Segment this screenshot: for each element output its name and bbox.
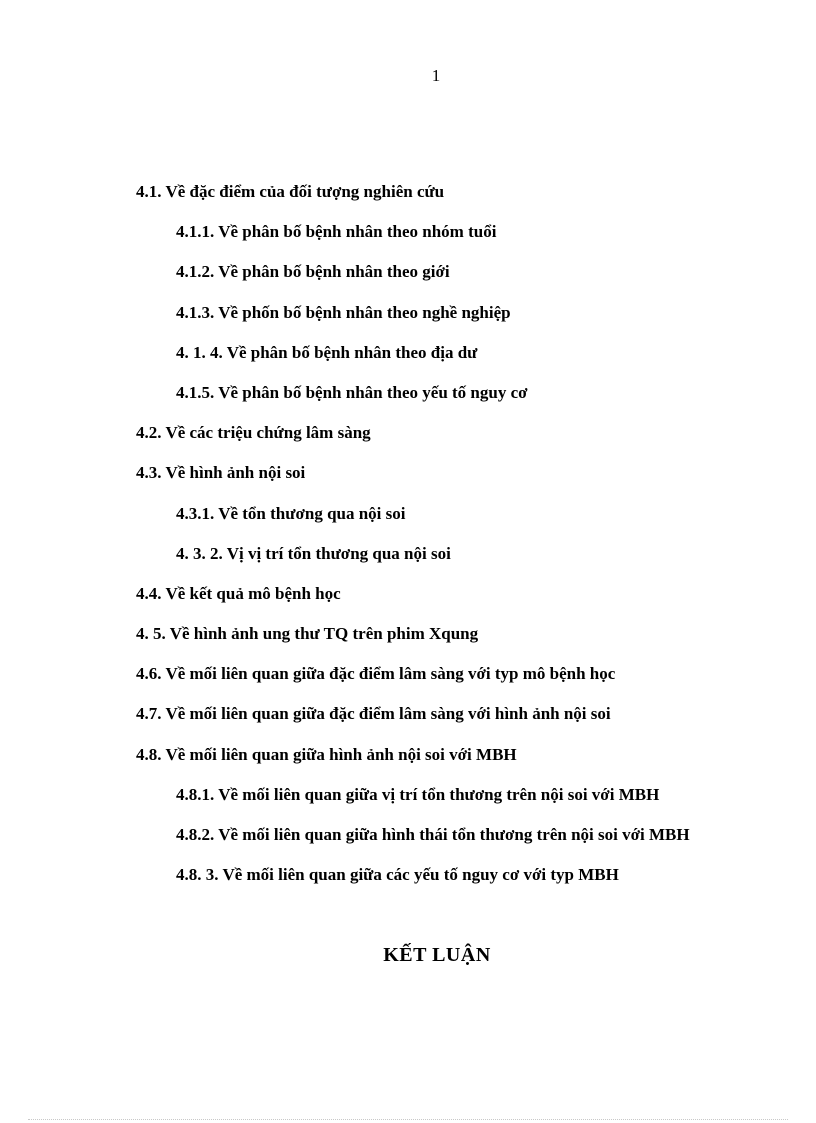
page-bottom-divider (28, 1119, 788, 1120)
toc-item-4-1-2: 4.1.2. Về phân bố bệnh nhân theo giới (176, 262, 450, 282)
toc-item-4-8: 4.8. Về mối liên quan giữa hình ảnh nội soi với MBH (136, 744, 517, 764)
toc-item-4-3-1: 4.3.1. Về tổn thương qua nội soi (176, 503, 406, 523)
toc-item-4-1-5: 4.1.5. Về phân bố bệnh nhân theo yếu tố nguy cơ (176, 382, 528, 402)
toc-item-4-1: 4.1. Về đặc điểm của đối tượng nghiên cứu (136, 182, 445, 201)
page-number: 1 (431, 66, 441, 85)
toc-item-4-3-2: 4. 3. 2. Vị vị trí tổn thương qua nội soi (176, 543, 451, 563)
toc-item-4-6: 4.6. Về mối liên quan giữa đặc điểm lâm sàng với typ mô bệnh học (136, 664, 616, 684)
toc-item-4-3: 4.3. Về hình ảnh nội soi (136, 463, 306, 483)
conclusion-heading: KẾT LUẬN (383, 944, 491, 966)
toc-item-4-5: 4. 5. Về hình ảnh ung thư TQ trên phim Xqung (136, 624, 479, 644)
toc-item-4-7: 4.7. Về mối liên quan giữa đặc điểm lâm sàng với hình ảnh nội soi (136, 704, 611, 724)
toc-item-4-2: 4.2. Về các triệu chứng lâm sàng (136, 423, 371, 443)
toc-item-4-8-1: 4.8.1. Về mối liên quan giữa vị trí tổn thương trên nội soi với MBH (176, 784, 660, 804)
toc-item-4-8-2: 4.8.2. Về mối liên quan giữa hình thái tổn thương trên nội soi với MBH (176, 825, 690, 844)
toc-item-4-4: 4.4. Về kết quả mô bệnh học (136, 583, 341, 603)
toc-item-4-1-3: 4.1.3. Về phốn bố bệnh nhân theo nghề nghiệp (176, 302, 511, 322)
toc-item-4-8-3: 4.8. 3. Về mối liên quan giữa các yếu tố nguy cơ với typ MBH (176, 865, 619, 885)
toc-item-4-1-1: 4.1.1. Về phân bố bệnh nhân theo nhóm tuổi (176, 222, 497, 242)
table-of-contents (0, 180, 816, 903)
toc-item-4-1-4: 4. 1. 4. Về phân bố bệnh nhân theo địa dư (176, 342, 478, 362)
